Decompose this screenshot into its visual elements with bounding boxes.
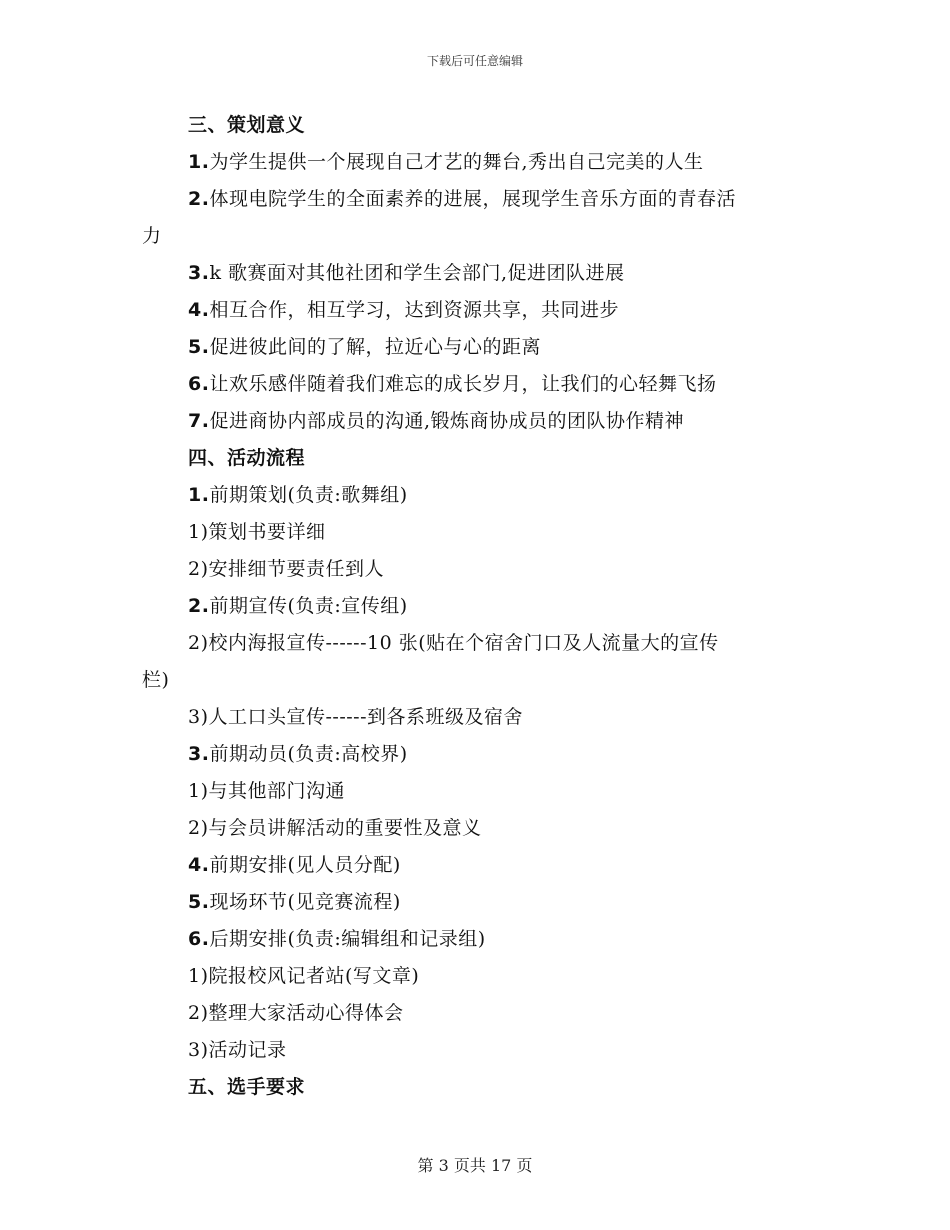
sub-item: 3)人工口头宣传------到各系班级及宿舍	[188, 706, 524, 728]
sub-item: 1)与其他部门沟通	[188, 780, 346, 802]
item-number: 4.	[188, 854, 210, 876]
item-number: 2.	[188, 188, 210, 210]
item-number: 3.	[188, 262, 210, 284]
numbered-item	[142, 329, 802, 366]
item-text: 让欢乐感伴随着我们难忘的成长岁月，让我们的心轻舞飞扬	[209, 373, 717, 395]
sub-item: 2)安排细节要责任到人	[188, 558, 385, 580]
item-number: 7.	[188, 410, 210, 432]
item-text: 现场环节(见竞赛流程)	[209, 891, 401, 913]
sub-item: 1)策划书要详细	[188, 521, 326, 543]
numbered-item	[142, 366, 802, 403]
item-text: 为学生提供一个展现自己才艺的舞台,秀出自己完美的人生	[209, 151, 704, 173]
numbered-item	[142, 847, 802, 884]
item-number: 6.	[188, 928, 210, 950]
item-text: 相互合作，相互学习，达到资源共享，共同进步	[209, 299, 619, 321]
item-text: 前期动员(负责:高校界)	[209, 743, 408, 765]
sub-item: 3)活动记录	[188, 1039, 287, 1061]
item-text: k 歌赛面对其他社团和学生会部门,促进团队进展	[209, 262, 625, 284]
line-continuation: 栏)	[142, 669, 170, 691]
page-header: 下载后可任意编辑	[426, 54, 523, 68]
numbered-item	[142, 921, 802, 958]
numbered-item	[142, 144, 802, 181]
sub-item: 1)院报校风记者站(写文章)	[188, 965, 420, 987]
sub-item: 2)校内海报宣传------10 张(贴在个宿舍门口及人流量大的宣传	[188, 632, 719, 654]
line-continuation: 力	[142, 225, 162, 247]
item-number: 1.	[188, 484, 210, 506]
sub-item: 2)与会员讲解活动的重要性及意义	[188, 817, 482, 839]
page-footer: 第 3 页共 17 页	[417, 1156, 533, 1175]
item-number: 5.	[188, 891, 210, 913]
sub-item: 2)整理大家活动心得体会	[188, 1002, 404, 1024]
item-number: 5.	[188, 336, 210, 358]
item-number: 6.	[188, 373, 210, 395]
item-number: 4.	[188, 299, 210, 321]
numbered-item	[142, 736, 802, 773]
numbered-item	[142, 403, 802, 440]
item-text: 后期安排(负责:编辑组和记录组)	[209, 928, 486, 950]
section-heading: 四、活动流程	[188, 447, 306, 469]
numbered-item	[142, 255, 802, 292]
numbered-item	[142, 477, 802, 514]
numbered-item	[142, 181, 802, 218]
item-text: 体现电院学生的全面素养的进展，展现学生音乐方面的青春活	[209, 188, 736, 210]
item-text: 前期策划(负责:歌舞组)	[209, 484, 408, 506]
item-text: 促进彼此间的了解，拉近心与心的距离	[209, 336, 541, 358]
section-heading: 三、策划意义	[188, 114, 306, 136]
document-body	[142, 107, 802, 1106]
item-text: 促进商协内部成员的沟通,锻炼商协成员的团队协作精神	[209, 410, 684, 432]
numbered-item	[142, 884, 802, 921]
numbered-item	[142, 292, 802, 329]
item-number: 1.	[188, 151, 210, 173]
numbered-item	[142, 588, 802, 625]
item-number: 3.	[188, 743, 210, 765]
item-text: 前期安排(见人员分配)	[209, 854, 401, 876]
section-heading: 五、选手要求	[188, 1076, 306, 1098]
item-number: 2.	[188, 595, 210, 617]
item-text: 前期宣传(负责:宣传组)	[209, 595, 408, 617]
